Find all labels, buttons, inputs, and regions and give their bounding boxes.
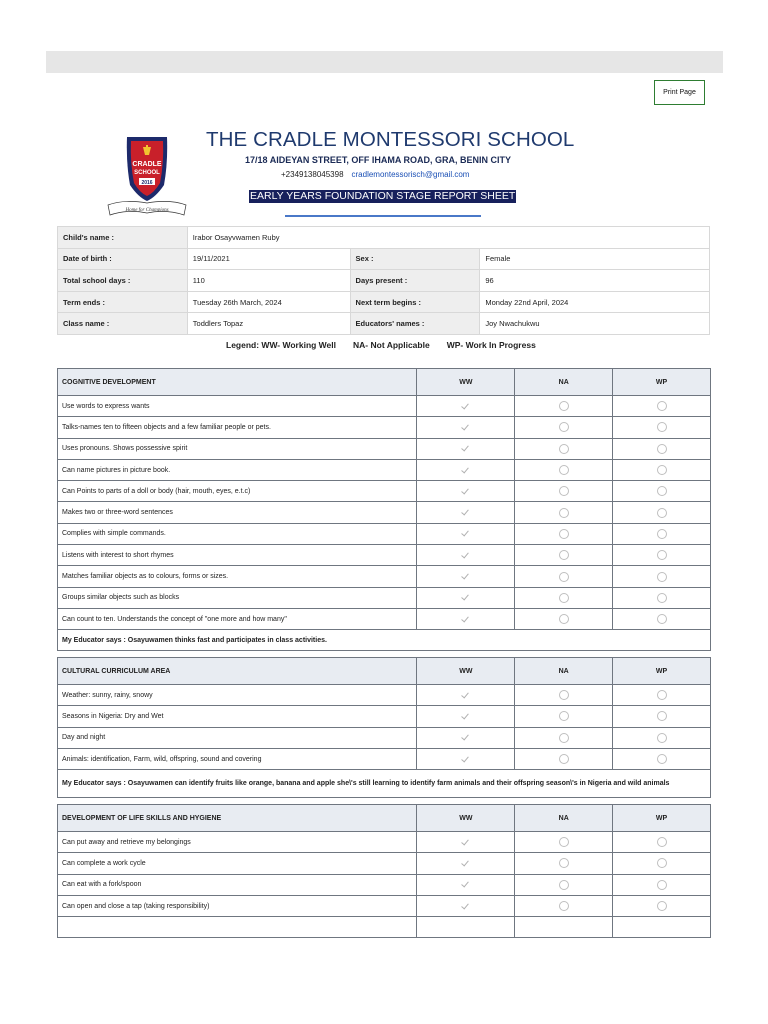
cell-ww xyxy=(417,545,515,566)
section-header xyxy=(58,805,711,832)
cell-ww xyxy=(417,438,515,459)
cell-ww xyxy=(417,685,515,706)
table-row xyxy=(58,587,711,608)
school-email-link[interactable]: cradlemontessorisch@gmail.com xyxy=(351,170,470,179)
checkmark-icon[interactable] xyxy=(461,572,470,581)
checkmark-icon[interactable] xyxy=(461,466,470,475)
table-row xyxy=(58,895,711,916)
table-row xyxy=(58,566,711,587)
cell-na xyxy=(515,417,613,438)
radio-button-na[interactable] xyxy=(559,593,569,603)
radio-button-na[interactable] xyxy=(559,614,569,624)
checkmark-icon[interactable] xyxy=(461,529,470,538)
school-days-value: 110 xyxy=(187,270,350,292)
radio-button-na[interactable] xyxy=(559,690,569,700)
cell-wp xyxy=(613,481,711,502)
school-name: THE CRADLE MONTESSORI SCHOOL xyxy=(206,128,575,151)
skill-label: Talks-names ten to fifteen objects and a few familiar people or pets. xyxy=(58,417,417,438)
skill-label: Day and night xyxy=(58,727,417,748)
radio-button-wp[interactable] xyxy=(657,465,667,475)
radio-button-na[interactable] xyxy=(559,550,569,560)
dob-label: Date of birth : xyxy=(58,248,188,270)
cell-ww xyxy=(417,587,515,608)
cell-na xyxy=(515,832,613,853)
section-title: COGNITIVE DEVELOPMENT xyxy=(58,369,417,396)
report-title: EARLY YEARS FOUNDATION STAGE REPORT SHEET xyxy=(250,190,516,202)
skill-label: Animals: identification, Farm, wild, offspring, sound and covering xyxy=(58,748,417,769)
next-term-label: Next term begins : xyxy=(350,291,480,313)
cultural-curriculum-table xyxy=(57,657,711,798)
radio-button-na[interactable] xyxy=(559,486,569,496)
cell-ww xyxy=(417,874,515,895)
cell-na xyxy=(515,706,613,727)
logo-year: 2016 xyxy=(141,180,153,186)
class-name-label: Class name : xyxy=(58,313,188,335)
skill-label: Use words to express wants xyxy=(58,396,417,417)
checkmark-icon[interactable] xyxy=(461,902,470,911)
days-present-value: 96 xyxy=(480,270,710,292)
cell-na xyxy=(515,895,613,916)
legend xyxy=(226,340,553,350)
radio-button-wp[interactable] xyxy=(657,508,667,518)
cell-ww xyxy=(417,459,515,480)
sex-label: Sex : xyxy=(350,248,480,270)
cell-wp xyxy=(613,874,711,895)
col-na: NA xyxy=(515,805,613,832)
table-row xyxy=(58,853,711,874)
checkmark-icon[interactable] xyxy=(461,691,470,700)
info-row-dob xyxy=(58,248,710,270)
cognitive-development-table xyxy=(57,368,711,651)
educators-value: Joy Nwachukwu xyxy=(480,313,710,335)
cell-wp xyxy=(613,587,711,608)
table-row xyxy=(58,832,711,853)
cell-na xyxy=(515,874,613,895)
educator-note-row xyxy=(58,630,711,651)
info-row-days xyxy=(58,270,710,292)
cell-ww xyxy=(417,417,515,438)
checkmark-icon[interactable] xyxy=(461,508,470,517)
class-name-value: Toddlers Topaz xyxy=(187,313,350,335)
section-header xyxy=(58,369,711,396)
checkmark-icon[interactable] xyxy=(461,444,470,453)
cell-ww xyxy=(417,481,515,502)
table-row xyxy=(58,481,711,502)
radio-button-na[interactable] xyxy=(559,733,569,743)
legend-na: NA- Not Applicable xyxy=(353,340,430,350)
educators-label: Educators' names : xyxy=(350,313,480,335)
radio-button-na[interactable] xyxy=(559,508,569,518)
radio-button-na[interactable] xyxy=(559,401,569,411)
cell-wp xyxy=(613,608,711,629)
skill-label: Groups similar objects such as blocks xyxy=(58,587,417,608)
cell-wp xyxy=(613,832,711,853)
col-wp: WP xyxy=(613,805,711,832)
col-ww: WW xyxy=(417,369,515,396)
col-ww: WW xyxy=(417,805,515,832)
table-row xyxy=(58,748,711,769)
info-row-class xyxy=(58,313,710,335)
cell-na xyxy=(515,502,613,523)
col-wp: WP xyxy=(613,369,711,396)
checkmark-icon[interactable] xyxy=(461,880,470,889)
skill-label: Can put away and retrieve my belongings xyxy=(58,832,417,853)
skill-label: Makes two or three-word sentences xyxy=(58,502,417,523)
cell-na xyxy=(515,685,613,706)
cell-wp xyxy=(613,417,711,438)
info-row-term xyxy=(58,291,710,313)
col-wp: WP xyxy=(613,658,711,685)
cell-ww xyxy=(417,853,515,874)
educator-note: My Educator says : Osayuwamen can identify fruits like orange, banana and apple she\'s still learning to identify farm animals and their offspring season\'s in Nigeria and wild animals xyxy=(58,770,711,798)
school-days-label: Total school days : xyxy=(58,270,188,292)
table-row xyxy=(58,459,711,480)
radio-button-wp[interactable] xyxy=(657,754,667,764)
table-row xyxy=(58,396,711,417)
days-present-label: Days present : xyxy=(350,270,480,292)
cell-ww xyxy=(417,895,515,916)
cell-wp xyxy=(613,706,711,727)
checkmark-icon[interactable] xyxy=(461,838,470,847)
cell-ww xyxy=(417,523,515,544)
life-skills-table xyxy=(57,804,711,938)
table-row-blank xyxy=(58,917,711,938)
table-row xyxy=(58,685,711,706)
radio-button-wp[interactable] xyxy=(657,690,667,700)
table-row xyxy=(58,874,711,895)
skill-label: Complies with simple commands. xyxy=(58,523,417,544)
cell-ww xyxy=(417,502,515,523)
blank-cell xyxy=(417,917,515,938)
skill-label: Can name pictures in picture book. xyxy=(58,459,417,480)
skill-label: Can open and close a tap (taking responsibility) xyxy=(58,895,417,916)
cell-wp xyxy=(613,727,711,748)
table-row xyxy=(58,438,711,459)
sex-value: Female xyxy=(480,248,710,270)
cell-na xyxy=(515,438,613,459)
skill-label: Listens with interest to short rhymes xyxy=(58,545,417,566)
col-na: NA xyxy=(515,658,613,685)
table-row xyxy=(58,545,711,566)
cell-wp xyxy=(613,502,711,523)
cell-wp xyxy=(613,396,711,417)
radio-button-na[interactable] xyxy=(559,444,569,454)
info-row-name xyxy=(58,227,710,249)
cell-ww xyxy=(417,706,515,727)
school-contact xyxy=(281,170,469,179)
cell-wp xyxy=(613,545,711,566)
legend-wp: WP- Work In Progress xyxy=(446,340,536,350)
cell-na xyxy=(515,566,613,587)
educator-note-row xyxy=(58,770,711,798)
child-name-label: Child's name : xyxy=(58,227,188,249)
cell-wp xyxy=(613,853,711,874)
cell-wp xyxy=(613,748,711,769)
cell-na xyxy=(515,459,613,480)
table-row xyxy=(58,523,711,544)
cell-ww xyxy=(417,727,515,748)
radio-button-wp[interactable] xyxy=(657,486,667,496)
blank-cell xyxy=(58,917,417,938)
checkmark-icon[interactable] xyxy=(461,859,470,868)
section-title: CULTURAL CURRICULUM AREA xyxy=(58,658,417,685)
print-page-button[interactable]: Print Page xyxy=(654,80,705,105)
checkmark-icon[interactable] xyxy=(461,551,470,560)
cell-na xyxy=(515,727,613,748)
radio-button-wp[interactable] xyxy=(657,593,667,603)
logo-text-school: SCHOOL xyxy=(134,170,160,176)
term-ends-value: Tuesday 26th March, 2024 xyxy=(187,291,350,313)
radio-button-wp[interactable] xyxy=(657,837,667,847)
skill-label: Can Points to parts of a doll or body (hair, mouth, eyes, e.t.c) xyxy=(58,481,417,502)
school-address: 17/18 AIDEYAN STREET, OFF IHAMA ROAD, GRA, BENIN CITY xyxy=(245,155,512,165)
col-na: NA xyxy=(515,369,613,396)
educator-note: My Educator says : Osayuwamen thinks fast and participates in class activities. xyxy=(58,630,711,651)
checkmark-icon[interactable] xyxy=(461,755,470,764)
table-row xyxy=(58,727,711,748)
skill-label: Matches familiar objects as to colours, forms or sizes. xyxy=(58,566,417,587)
cell-wp xyxy=(613,459,711,480)
cell-na xyxy=(515,853,613,874)
top-bar xyxy=(46,51,723,73)
radio-button-wp[interactable] xyxy=(657,901,667,911)
table-row xyxy=(58,608,711,629)
table-row xyxy=(58,706,711,727)
table-row xyxy=(58,417,711,438)
checkmark-icon[interactable] xyxy=(461,487,470,496)
checkmark-icon[interactable] xyxy=(461,593,470,602)
radio-button-wp[interactable] xyxy=(657,401,667,411)
cell-ww xyxy=(417,748,515,769)
title-divider xyxy=(285,215,481,217)
radio-button-na[interactable] xyxy=(559,422,569,432)
checkmark-icon[interactable] xyxy=(461,733,470,742)
radio-button-na[interactable] xyxy=(559,465,569,475)
legend-ww: Legend: WW- Working Well xyxy=(226,340,337,350)
radio-button-wp[interactable] xyxy=(657,711,667,721)
child-name-value: Irabor Osayvwamen Ruby xyxy=(187,227,709,249)
logo-motto: Home for Champions xyxy=(125,208,169,213)
radio-button-na[interactable] xyxy=(559,754,569,764)
cell-wp xyxy=(613,566,711,587)
skill-label: Can complete a work cycle xyxy=(58,853,417,874)
radio-button-na[interactable] xyxy=(559,901,569,911)
cell-ww xyxy=(417,608,515,629)
radio-button-na[interactable] xyxy=(559,572,569,582)
cell-wp xyxy=(613,438,711,459)
dob-value: 19/11/2021 xyxy=(187,248,350,270)
skill-label: Weather: sunny, rainy, snowy xyxy=(58,685,417,706)
blank-cell xyxy=(613,917,711,938)
cell-ww xyxy=(417,832,515,853)
next-term-value: Monday 22nd April, 2024 xyxy=(480,291,710,313)
cell-wp xyxy=(613,523,711,544)
table-row xyxy=(58,502,711,523)
student-info-table xyxy=(57,226,710,335)
col-ww: WW xyxy=(417,658,515,685)
radio-button-wp[interactable] xyxy=(657,422,667,432)
logo-text-cradle: CRADLE xyxy=(132,161,162,168)
checkmark-icon[interactable] xyxy=(461,712,470,721)
cell-na xyxy=(515,396,613,417)
cell-ww xyxy=(417,396,515,417)
cell-na xyxy=(515,545,613,566)
radio-button-wp[interactable] xyxy=(657,444,667,454)
cell-wp xyxy=(613,895,711,916)
radio-button-na[interactable] xyxy=(559,858,569,868)
radio-button-na[interactable] xyxy=(559,837,569,847)
checkmark-icon[interactable] xyxy=(461,615,470,624)
cell-ww xyxy=(417,566,515,587)
skill-label: Seasons in Nigeria: Dry and Wet xyxy=(58,706,417,727)
blank-cell xyxy=(515,917,613,938)
radio-button-wp[interactable] xyxy=(657,733,667,743)
radio-button-wp[interactable] xyxy=(657,614,667,624)
radio-button-wp[interactable] xyxy=(657,529,667,539)
section-header xyxy=(58,658,711,685)
skill-label: Uses pronouns. Shows possessive spirit xyxy=(58,438,417,459)
radio-button-wp[interactable] xyxy=(657,550,667,560)
cell-na xyxy=(515,523,613,544)
radio-button-na[interactable] xyxy=(559,529,569,539)
cell-na xyxy=(515,587,613,608)
radio-button-na[interactable] xyxy=(559,880,569,890)
cell-wp xyxy=(613,685,711,706)
checkmark-icon[interactable] xyxy=(461,402,470,411)
term-ends-label: Term ends : xyxy=(58,291,188,313)
cell-na xyxy=(515,481,613,502)
checkmark-icon[interactable] xyxy=(461,423,470,432)
cell-na xyxy=(515,608,613,629)
school-phone: +2349138045398 xyxy=(281,170,344,179)
school-crest-logo xyxy=(104,133,190,219)
radio-button-wp[interactable] xyxy=(657,572,667,582)
radio-button-na[interactable] xyxy=(559,711,569,721)
section-title: DEVELOPMENT OF LIFE SKILLS AND HYGIENE xyxy=(58,805,417,832)
skill-label: Can eat with a fork/spoon xyxy=(58,874,417,895)
cell-na xyxy=(515,748,613,769)
skill-label: Can count to ten. Understands the concept of "one more and how many" xyxy=(58,608,417,629)
radio-button-wp[interactable] xyxy=(657,858,667,868)
radio-button-wp[interactable] xyxy=(657,880,667,890)
